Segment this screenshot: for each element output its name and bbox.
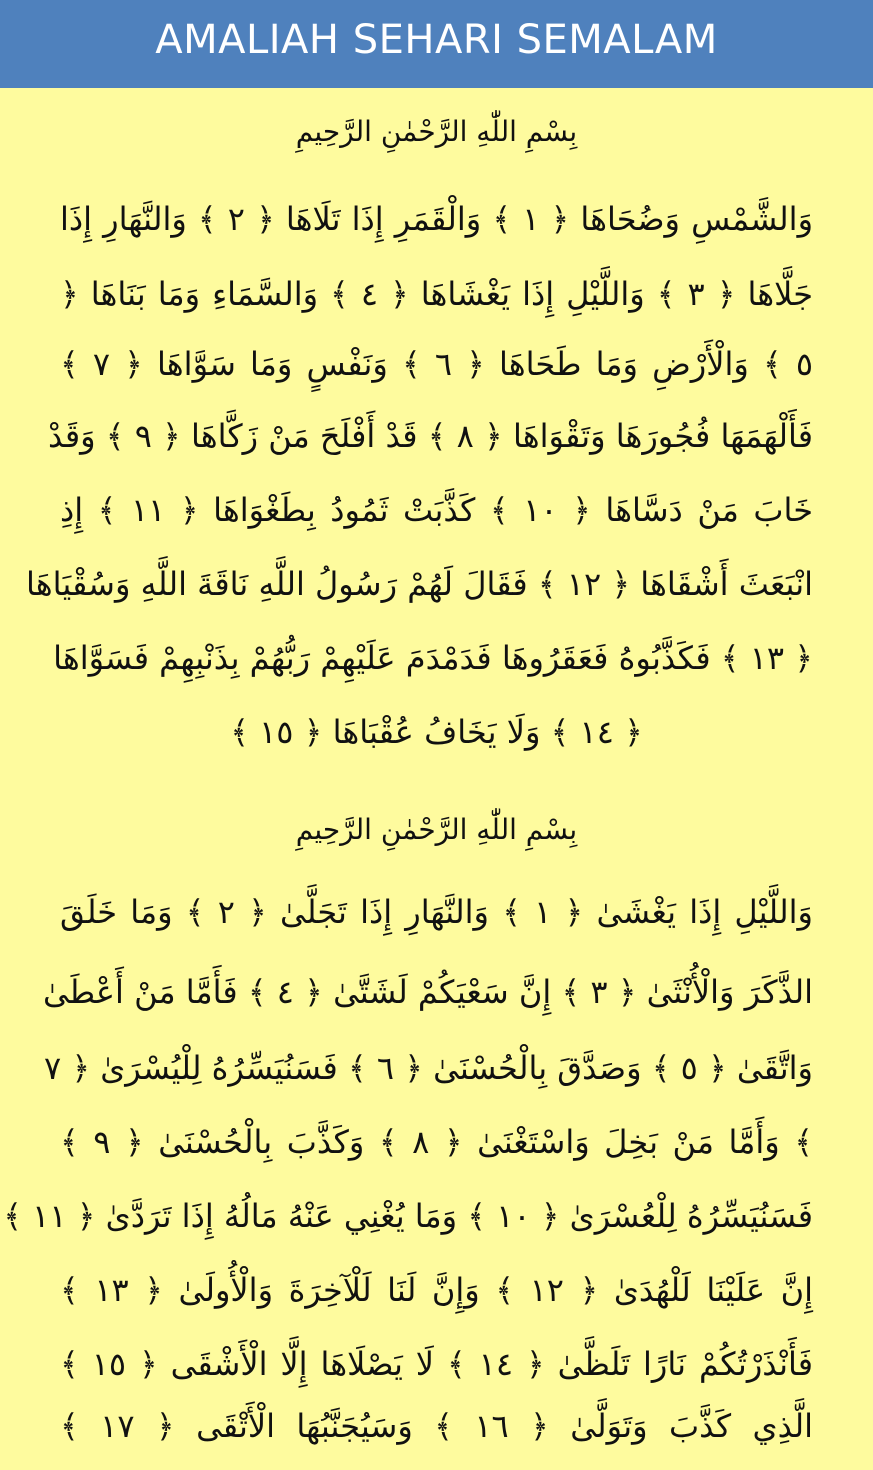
page-title: AMALIAH SEHARI SEMALAM xyxy=(155,17,718,63)
verse-line: ﴿ ١٣ ﴾ فَكَذَّبُوهُ فَعَقَرُوهَا فَدَمْدَمَ عَلَيْهِمْ رَبُّهُمْ بِذَنْبِهِمْ فَسَوَّاهَا xyxy=(53,639,813,677)
verse-line: ٥ ﴾ وَالْأَرْضِ وَمَا طَحَاهَا ﴿ ٦ ﴾ وَنَفْسٍ وَمَا سَوَّاهَا ﴿ ٧ ﴾ xyxy=(60,345,814,383)
verse-line: الَّذِي كَذَّبَ وَتَوَلَّىٰ ﴿ ١٦ ﴾ وَسَيُجَنَّبُهَا الْأَتْقَى ﴿ ١٧ ﴾ xyxy=(60,1407,814,1445)
basmala: بِسْمِ اللّٰهِ الرَّحْمٰنِ الرَّحِيمِ xyxy=(295,115,578,148)
verse-line: وَاللَّيْلِ إِذَا يَغْشَىٰ ﴿ ١ ﴾ وَالنَّهَارِ إِذَا تَجَلَّىٰ ﴿ ٢ ﴾ وَمَا خَلَقَ xyxy=(60,893,814,931)
verse-line: فَسَنُيَسِّرُهُ لِلْعُسْرَىٰ ﴿ ١٠ ﴾ وَمَا يُغْنِي عَنْهُ مَالُهُ إِذَا تَرَدَّىٰ ﴿ ١١ ﴾ xyxy=(3,1197,813,1235)
verse-line: خَابَ مَنْ دَسَّاهَا ﴿ ١٠ ﴾ كَذَّبَتْ ثَمُودُ بِطَغْوَاهَا ﴿ ١١ ﴾ إِذِ xyxy=(60,491,814,529)
verse-line: إِنَّ عَلَيْنَا لَلْهُدَىٰ ﴿ ١٢ ﴾ وَإِنَّ لَنَا لَلْآخِرَةَ وَالْأُولَىٰ ﴿ ١٣ ﴾ xyxy=(60,1271,814,1309)
verse-line: انْبَعَثَ أَشْقَاهَا ﴿ ١٢ ﴾ فَقَالَ لَهُمْ رَسُولُ اللَّهِ نَاقَةَ اللَّهِ وَسُقْيَاهَا xyxy=(25,565,813,603)
verse-line: ﴿ ١٤ ﴾ وَلَا يَخَافُ عُقْبَاهَا ﴿ ١٥ ﴾ xyxy=(230,713,643,751)
verse-line: وَالشَّمْسِ وَضُحَاهَا ﴿ ١ ﴾ وَالْقَمَرِ إِذَا تَلَاهَا ﴿ ٢ ﴾ وَالنَّهَارِ إِذَا xyxy=(60,200,814,238)
verse-line: ﴾ وَأَمَّا مَنْ بَخِلَ وَاسْتَغْنَىٰ ﴿ ٨ ﴾ وَكَذَّبَ بِالْحُسْنَىٰ ﴿ ٩ ﴾ xyxy=(60,1123,814,1161)
verse-line: فَأَنْذَرْتُكُمْ نَارًا تَلَظَّىٰ ﴿ ١٤ ﴾ لَا يَصْلَاهَا إِلَّا الْأَشْقَى ﴿ ١٥ ﴾ xyxy=(60,1345,814,1383)
verse-line: الذَّكَرَ وَالْأُنْثَىٰ ﴿ ٣ ﴾ إِنَّ سَعْيَكُمْ لَشَتَّىٰ ﴿ ٤ ﴾ فَأَمَّا مَنْ أَعْطَىٰ xyxy=(43,973,813,1011)
verse-line: وَاتَّقَىٰ ﴿ ٥ ﴾ وَصَدَّقَ بِالْحُسْنَىٰ ﴿ ٦ ﴾ فَسَنُيَسِّرُهُ لِلْيُسْرَىٰ ﴿ ٧ xyxy=(43,1049,813,1087)
verse-line: فَأَلْهَمَهَا فُجُورَهَا وَتَقْوَاهَا ﴿ ٨ ﴾ قَدْ أَفْلَحَ مَنْ زَكَّاهَا ﴿ ٩ ﴾ وَقَدْ xyxy=(48,417,813,455)
page-header xyxy=(0,0,873,88)
quran-text-page xyxy=(0,88,873,1470)
verse-line: جَلَّاهَا ﴿ ٣ ﴾ وَاللَّيْلِ إِذَا يَغْشَاهَا ﴿ ٤ ﴾ وَالسَّمَاءِ وَمَا بَنَاهَا ﴿ xyxy=(60,275,814,313)
basmala: بِسْمِ اللّٰهِ الرَّحْمٰنِ الرَّحِيمِ xyxy=(295,813,578,846)
